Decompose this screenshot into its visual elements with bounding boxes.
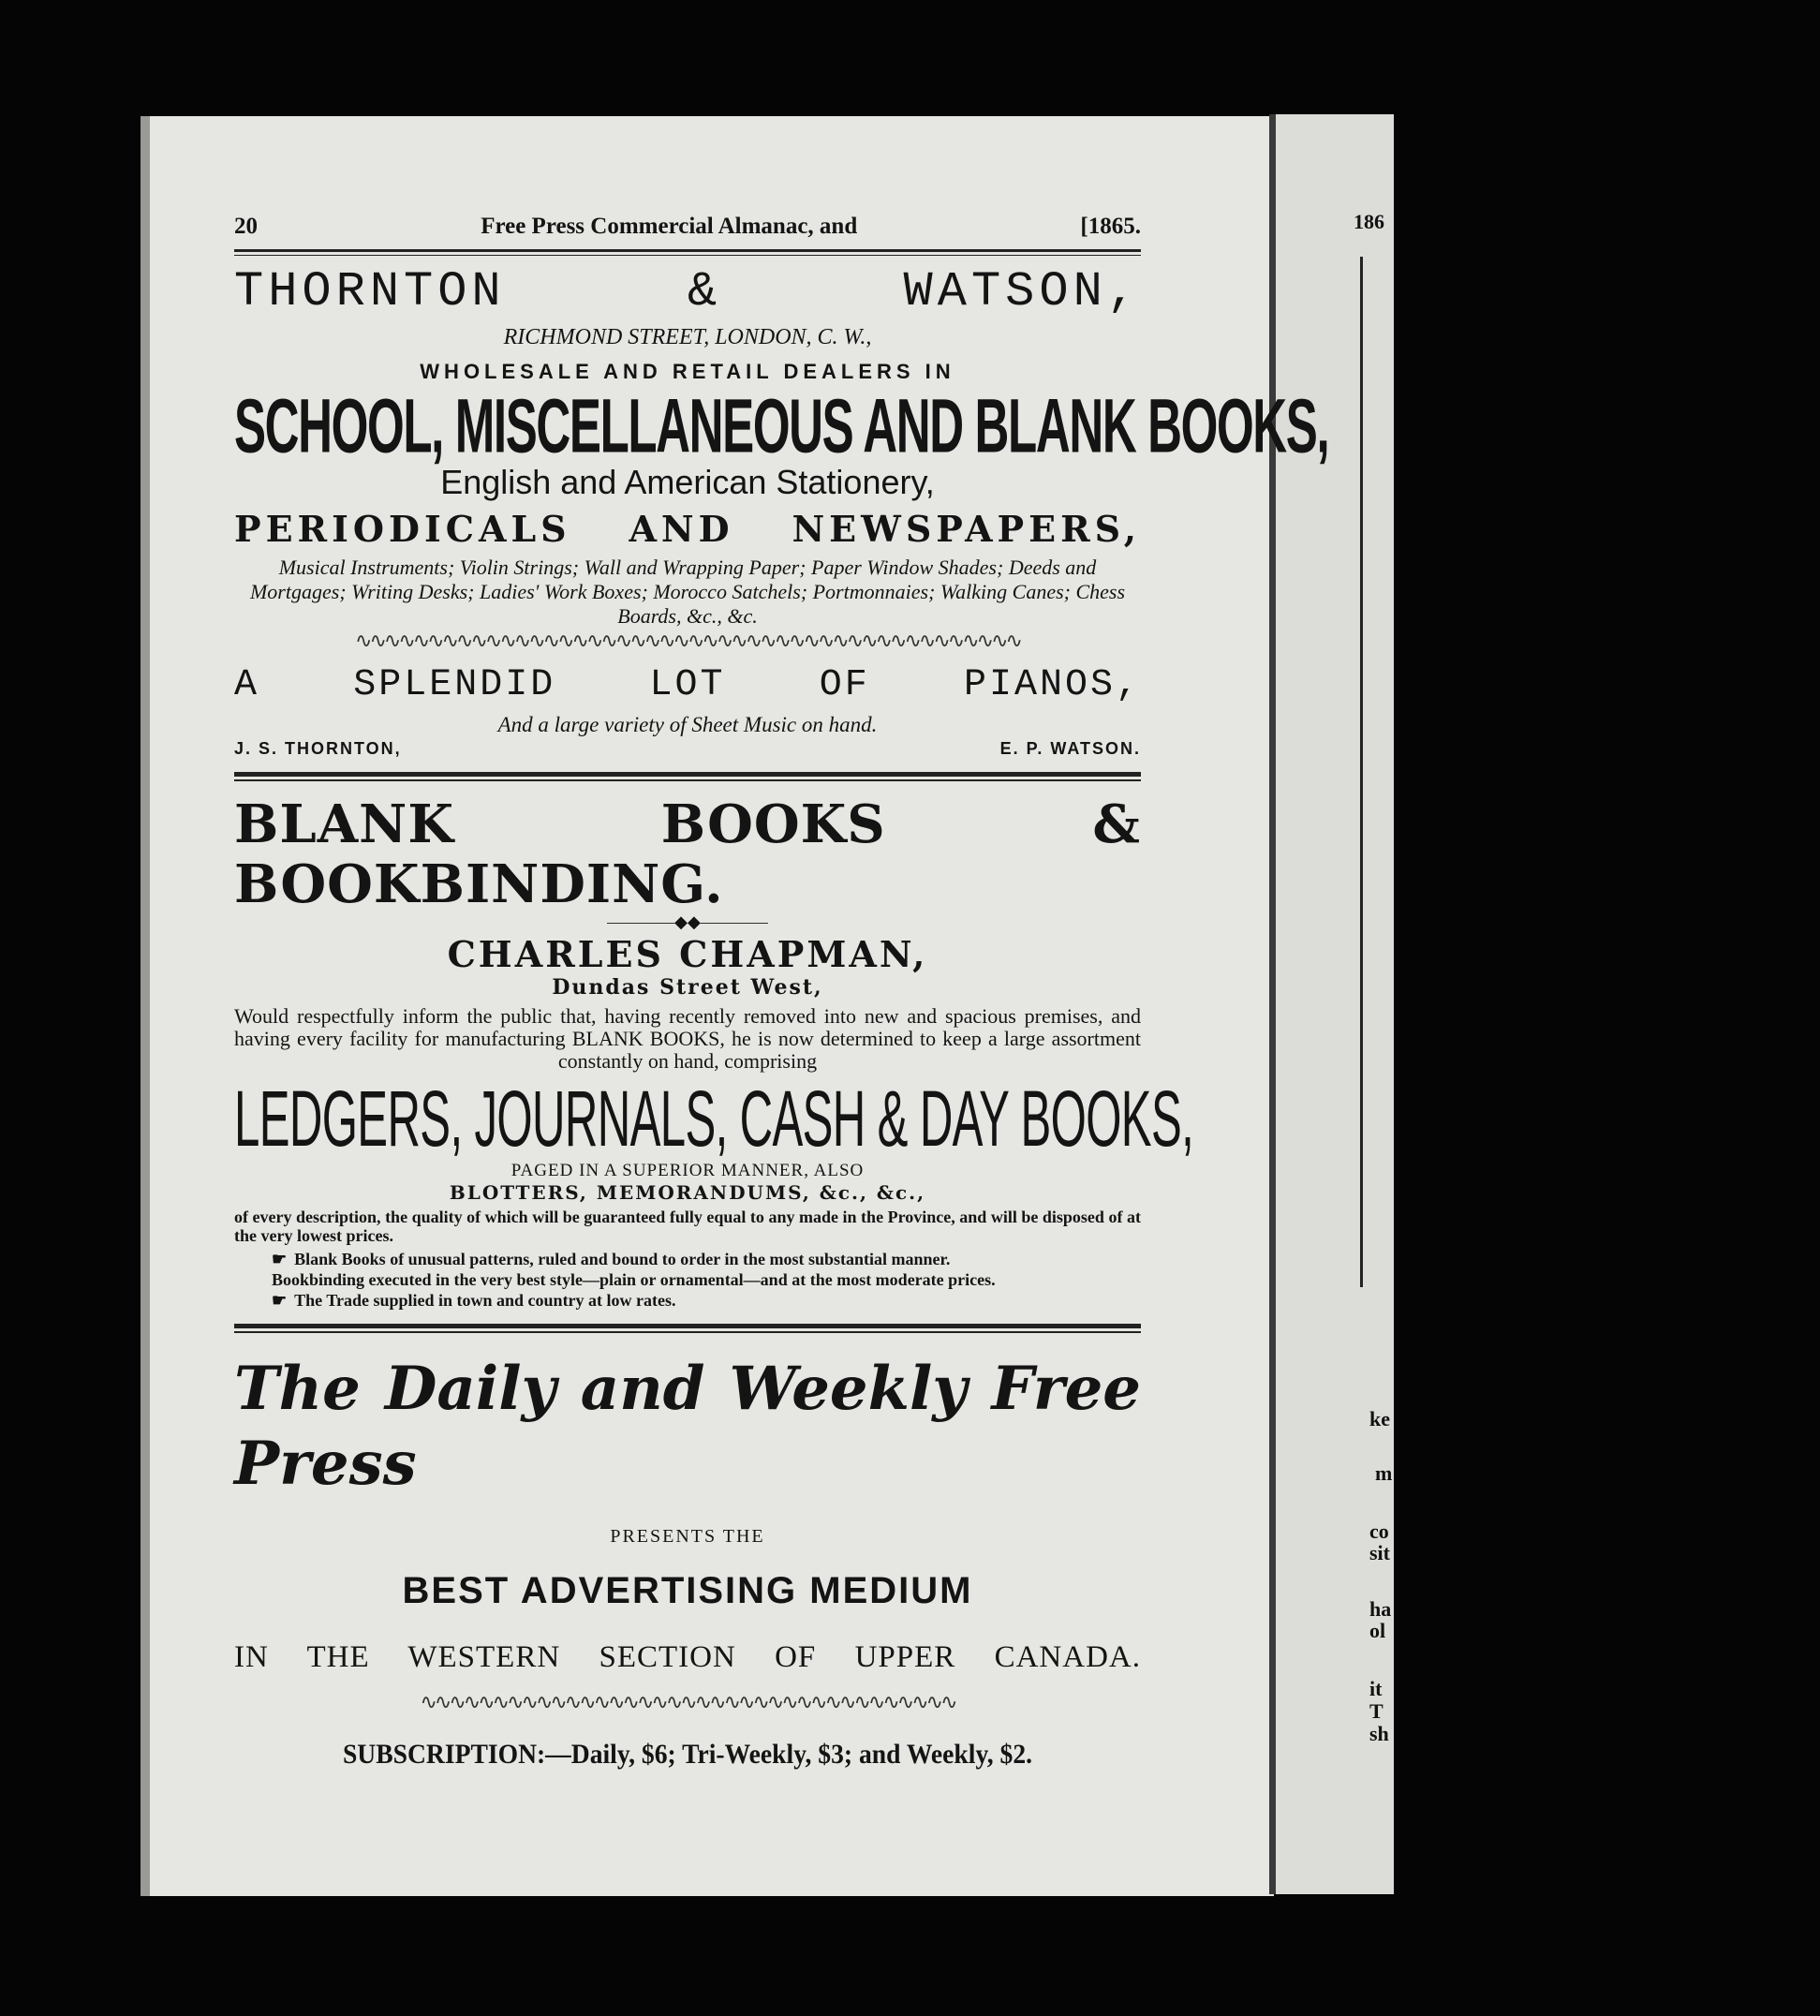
running-header xyxy=(234,214,1141,240)
firm-address: RICHMOND STREET, LONDON, C. W., xyxy=(503,325,872,349)
facing-page-column-rule xyxy=(1360,257,1363,1287)
merchandise-list: Musical Instruments; Violin Strings; Wall and Wrapping Paper; Paper Window Shades; Deeds and Mortgages; Writing Desks; Ladies' Work Boxes; Morocco Satchels; Portmonnaies; Walking Canes; Chess Boards, &c., &c. xyxy=(249,556,1126,628)
running-title: Free Press Commercial Almanac, and xyxy=(481,214,858,239)
ledgers-line-wrap xyxy=(234,1074,1194,1164)
note-trade xyxy=(272,1290,1141,1311)
facing-page-fragment: it xyxy=(1369,1677,1383,1700)
header-rule xyxy=(234,249,1141,256)
stationery-line: English and American Stationery, xyxy=(440,463,935,501)
free-press-ad xyxy=(234,1352,1141,1771)
note-custom-patterns xyxy=(272,1249,1141,1269)
chapman-bookbinding-ad xyxy=(234,793,1194,1311)
note-text: Bookbinding executed in the very best style—plain or ornamental—and at the most moderate prices. xyxy=(272,1270,996,1289)
firm-name: THORNTON & WATSON, xyxy=(234,264,1141,319)
facing-page-fragment: ha xyxy=(1369,1597,1392,1621)
dealers-line: WHOLESALE AND RETAIL DEALERS IN xyxy=(420,360,955,383)
facing-page-fragment: sh xyxy=(1369,1722,1389,1745)
ledgers-line: LEDGERS, JOURNALS, CASH & DAY BOOKS, xyxy=(234,1074,1194,1164)
sheet-music-line: And a large variety of Sheet Music on hand. xyxy=(497,713,878,736)
pianos-line: A SPLENDID LOT OF PIANOS, xyxy=(234,664,1141,706)
wavy-divider: ∿∿∿∿∿∿∿∿∿∿∿∿∿∿∿∿∿∿∿∿∿∿∿∿∿∿∿∿∿∿∿∿∿∿∿∿∿∿∿∿∿∿∿∿∿∿ xyxy=(355,629,1020,652)
partner-watson: E. P. WATSON. xyxy=(999,739,1141,758)
page-content xyxy=(234,197,1329,1771)
facing-page-header-fragment: 186 xyxy=(1354,210,1384,233)
pointing-hand-icon: ☛ xyxy=(272,1250,288,1268)
presents-line: PRESENTS THE xyxy=(610,1526,765,1547)
note-text: Blank Books of unusual patterns, ruled and bound to order in the most substantial manner. xyxy=(294,1250,951,1268)
wavy-divider: ∿∿∿∿∿∿∿∿∿∿∿∿∿∿∿∿∿∿∿∿∿∿∿∿∿∿∿∿∿∿∿∿∿∿∿∿∿ xyxy=(420,1690,955,1713)
region-line: IN THE WESTERN SECTION OF UPPER CANADA. xyxy=(234,1640,1141,1674)
facing-page-fragment: ke xyxy=(1369,1407,1390,1430)
free-press-title: The Daily and Weekly Free Press xyxy=(234,1354,1141,1499)
chapman-name: CHARLES CHAPMAN, xyxy=(447,933,928,975)
note-text: The Trade supplied in town and country at low rates. xyxy=(294,1291,676,1310)
facing-page-fragment: m xyxy=(1375,1461,1393,1485)
subscription-line: SUBSCRIPTION:—Daily, $6; Tri-Weekly, $3; and Weekly, $2. xyxy=(342,1739,1033,1770)
blotters-line: BLOTTERS, MEMORANDUMS, &c., &c., xyxy=(449,1181,926,1204)
notes-list xyxy=(234,1249,1141,1311)
books-line-wrap xyxy=(234,382,1329,469)
thornton-watson-ad xyxy=(234,264,1329,759)
facing-page-fragment: sit xyxy=(1369,1541,1390,1564)
books-line: SCHOOL, MISCELLANEOUS AND BLANK BOOKS, xyxy=(234,382,1329,469)
note-bookbinding xyxy=(272,1269,1141,1290)
quality-statement: of every description, the quality of which will be guaranteed fully equal to any made in the Province, and will be disposed of at the very lowest prices. xyxy=(234,1208,1141,1245)
facing-page-fragment: T xyxy=(1369,1699,1383,1723)
ornament-divider: ————◆◆———— xyxy=(607,912,768,931)
facing-page-fragment: co xyxy=(1369,1519,1389,1543)
running-year: [1865. xyxy=(1080,214,1141,239)
advertising-medium-line: BEST ADVERTISING MEDIUM xyxy=(402,1570,973,1611)
chapman-street: Dundas Street West, xyxy=(552,975,823,1000)
chapman-intro: Would respectfully inform the public that, having recently removed into new and spacious premises, and having every facility for manufacturing BLANK BOOKS, he is now determined to keep a large assortment constantly on hand, comprising xyxy=(234,1004,1141,1073)
partners-row xyxy=(234,739,1141,759)
bookbinding-heading: BLANK BOOKS & BOOKBINDING. xyxy=(234,793,1141,915)
partner-thornton: J. S. THORNTON, xyxy=(234,739,402,758)
section-rule xyxy=(234,772,1141,781)
facing-page-fragment: ol xyxy=(1369,1619,1386,1642)
page-number: 20 xyxy=(234,214,258,239)
section-rule xyxy=(234,1324,1141,1333)
periodicals-line: PERIODICALS AND NEWSPAPERS, xyxy=(234,508,1141,550)
paged-line: PAGED IN A SUPERIOR MANNER, ALSO xyxy=(510,1161,865,1180)
pointing-hand-icon: ☛ xyxy=(272,1291,288,1310)
